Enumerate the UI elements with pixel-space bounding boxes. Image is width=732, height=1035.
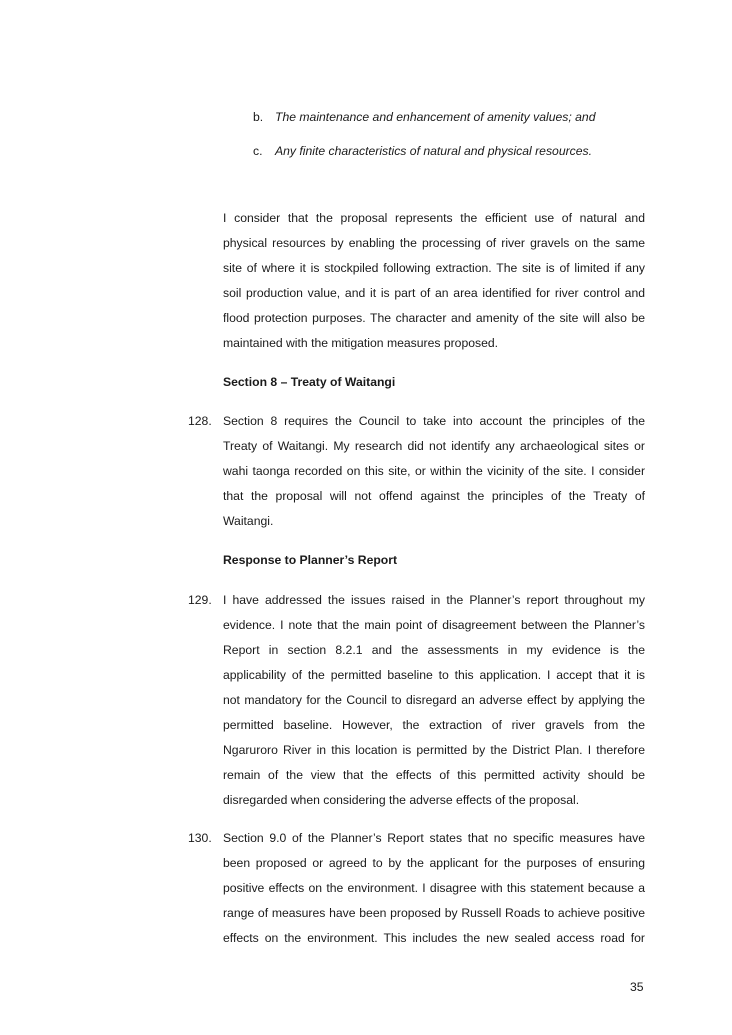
section-heading-response: Response to Planner’s Report bbox=[223, 553, 398, 567]
list-text: The maintenance and enhancement of amenity values; and bbox=[275, 110, 596, 124]
paragraph-line: evidence. I note that the main point of disagreement between the Planner’s bbox=[223, 618, 645, 632]
paragraph-130 bbox=[223, 826, 645, 951]
list-marker: b. bbox=[253, 110, 264, 124]
paragraph-line: Treaty of Waitangi. My research did not identify any archaeological sites or bbox=[223, 439, 645, 453]
paragraph-line: disregarded when considering the adverse effects of the proposal. bbox=[223, 793, 580, 807]
paragraph-line: been proposed or agreed to by the applicant for the purposes of ensuring bbox=[223, 856, 645, 870]
paragraph-line: wahi taonga recorded on this site, or within the vicinity of the site. I consider bbox=[223, 464, 645, 478]
page-number: 35 bbox=[630, 980, 644, 994]
paragraph-line: Section 8 requires the Council to take into account the principles of the bbox=[223, 414, 645, 428]
paragraph-line: Waitangi. bbox=[223, 514, 274, 528]
paragraph-line: range of measures have been proposed by Russell Roads to achieve positive bbox=[223, 906, 645, 920]
paragraph-line: positive effects on the environment. I disagree with this statement because a bbox=[223, 881, 645, 895]
paragraph-line: Ngaruroro River in this location is permitted by the District Plan. I therefore bbox=[223, 743, 645, 757]
paragraph-line: effects on the environment. This includes the new sealed access road for bbox=[223, 931, 645, 945]
paragraph-line: that the proposal will not offend against the principles of the Treaty of bbox=[223, 489, 645, 503]
paragraph-line: not mandatory for the Council to disregard an adverse effect by applying the bbox=[223, 693, 645, 707]
paragraph-efficient-use bbox=[223, 206, 645, 356]
paragraph-128 bbox=[223, 409, 645, 534]
paragraph-line: Report in section 8.2.1 and the assessments in my evidence is the bbox=[223, 643, 645, 657]
paragraph-line: I consider that the proposal represents the efficient use of natural and bbox=[223, 211, 645, 225]
list-marker: c. bbox=[253, 144, 263, 158]
paragraph-line: site of where it is stockpiled following extraction. The site is of limited if any bbox=[223, 261, 645, 275]
paragraph-number: 128. bbox=[188, 414, 212, 428]
paragraph-line: remain of the view that the effects of this permitted activity should be bbox=[223, 768, 645, 782]
paragraph-line: I have addressed the issues raised in the Planner’s report throughout my bbox=[223, 593, 645, 607]
paragraph-129 bbox=[223, 588, 645, 813]
paragraph-line: soil production value, and it is part of an area identified for river control and bbox=[223, 286, 645, 300]
section-heading-treaty: Section 8 – Treaty of Waitangi bbox=[223, 375, 396, 389]
paragraph-line: applicability of the permitted baseline to this application. I accept that it is bbox=[223, 668, 645, 682]
paragraph-number: 129. bbox=[188, 593, 212, 607]
paragraph-line: permitted baseline. However, the extraction of river gravels from the bbox=[223, 718, 645, 732]
paragraph-line: flood protection purposes. The character and amenity of the site will also be bbox=[223, 311, 645, 325]
paragraph-line: physical resources by enabling the processing of river gravels on the same bbox=[223, 236, 645, 250]
list-text: Any finite characteristics of natural and physical resources. bbox=[275, 144, 593, 158]
paragraph-line: Section 9.0 of the Planner’s Report states that no specific measures have bbox=[223, 831, 645, 845]
paragraph-line: maintained with the mitigation measures proposed. bbox=[223, 336, 499, 350]
paragraph-number: 130. bbox=[188, 831, 212, 845]
